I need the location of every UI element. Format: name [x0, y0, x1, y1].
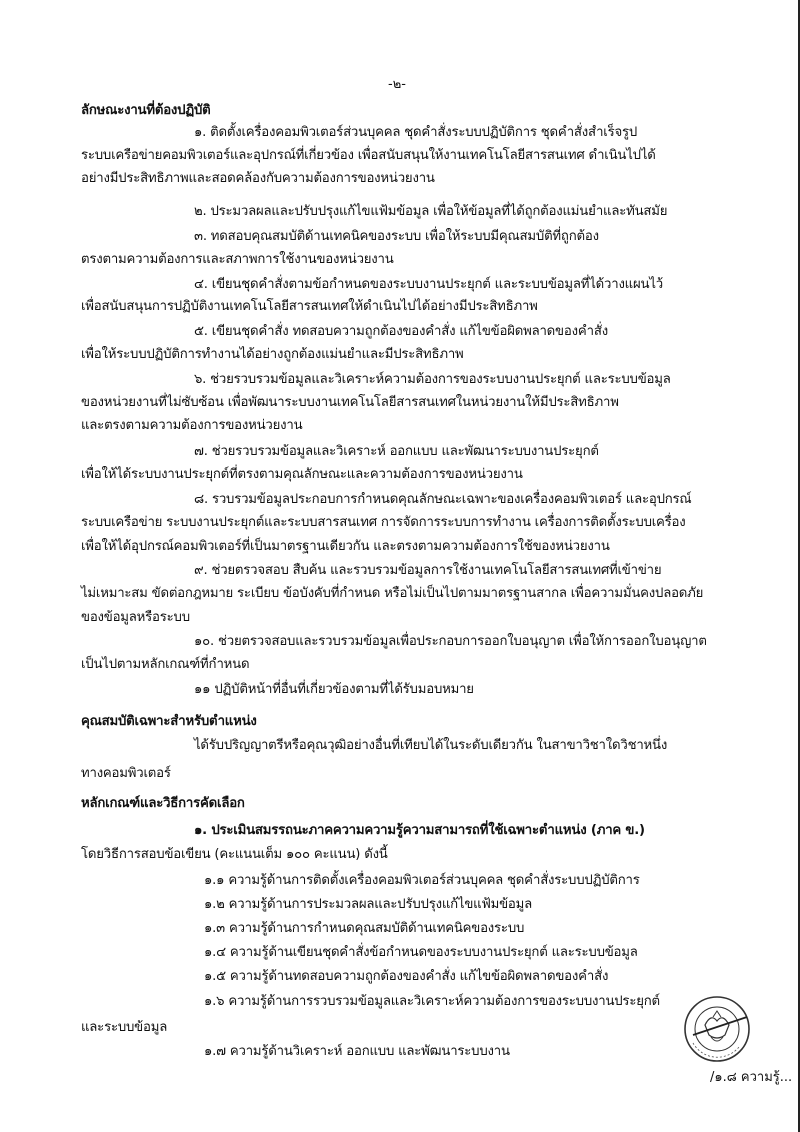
duty-line: ๙. ช่วยตรวจสอบ สืบค้น และรวบรวมข้อมูลการใช้งานเทคโนโลยีสารสนเทศที่เข้าข่าย — [194, 563, 662, 578]
page-number: -๒- — [388, 77, 406, 92]
continuation-note: /๑.๘ ความรู้... — [710, 1070, 793, 1085]
duty-line: และตรงตามความต้องการของหน่วยงาน — [81, 418, 303, 433]
duty-line: ๘. รวบรวมข้อมูลประกอบการกำหนดคุณลักษณะเฉพาะของเครื่องคอมพิวเตอร์ และอุปกรณ์ — [194, 492, 692, 507]
duty-line: อย่างมีประสิทธิภาพและสอดคล้องกับความต้องการของหน่วยงาน — [81, 171, 435, 186]
selection-subitem: ๑.๑ ความรู้ด้านการติดตั้งเครื่องคอมพิวเตอร์ส่วนบุคคล ชุดคำสั่งระบบปฏิบัติการ — [204, 873, 640, 888]
selection-subitem: ๑.๓ ความรู้ด้านการกำหนดคุณสมบัติด้านเทคนิคของระบบ — [204, 921, 525, 936]
duty-line: ตรงตามความต้องการและสภาพการใช้งานของหน่วยงาน — [81, 252, 394, 267]
section-heading-selection: หลักเกณฑ์และวิธีการคัดเลือก — [81, 796, 245, 811]
duty-line: ไม่เหมาะสม ขัดต่อกฎหมาย ระเบียบ ข้อบังคับที่กำหนด หรือไม่เป็นไปตามมาตรฐานสากล เพื่อความมั่นคงปลอดภัย — [81, 586, 704, 601]
duty-line: ๗. ช่วยรวบรวมข้อมูลและวิเคราะห์ ออกแบบ และพัฒนาระบบงานประยุกต์ — [194, 444, 599, 459]
duty-line: เพื่อให้ได้ระบบงานประยุกต์ที่ตรงตามคุณลักษณะและความต้องการของหน่วยงาน — [81, 467, 523, 482]
selection-subitem: ๑.๕ ความรู้ด้านทดสอบความถูกต้องของคำสั่ง แก้ไขข้อผิดพลาดของคำสั่ง — [204, 969, 609, 984]
duty-line: ของข้อมูลหรือระบบ — [81, 610, 190, 625]
selection-subitem: ๑.๔ ความรู้ด้านเขียนชุดคำสั่งข้อกำหนดของระบบงานประยุกต์ และระบบข้อมูล — [204, 945, 638, 960]
duty-line: ๑๐. ช่วยตรวจสอบและรวบรวมข้อมูลเพื่อประกอบการออกใบอนุญาต เพื่อให้การออกใบอนุญาต — [194, 634, 707, 649]
qualification-line: ได้รับปริญญาตรีหรือคุณวุฒิอย่างอื่นที่เทียบได้ในระดับเดียวกัน ในสาขาวิชาใดวิชาหนึ่ง — [194, 738, 668, 753]
duty-line: ๕. เขียนชุดคำสั่ง ทดสอบความถูกต้องของคำสั่ง แก้ไขข้อผิดพลาดของคำสั่ง — [194, 324, 608, 339]
duty-line: ๑๑ ปฏิบัติหน้าที่อื่นที่เกี่ยวข้องตามที่ได้รับมอบหมาย — [194, 682, 474, 697]
qualification-line: ทางคอมพิวเตอร์ — [81, 766, 171, 781]
duty-line: ๓. ทดสอบคุณสมบัติด้านเทคนิคของระบบ เพื่อให้ระบบมีคุณสมบัติที่ถูกต้อง — [194, 229, 599, 244]
duty-line: เพื่อสนับสนุนการปฏิบัติงานเทคโนโลยีสารสนเทศให้ดำเนินไปได้อย่างมีประสิทธิภาพ — [81, 299, 538, 314]
duty-line: เพื่อให้ได้อุปกรณ์คอมพิวเตอร์ที่เป็นมาตรฐานเดียวกัน และตรงตามความต้องการใช้ของหน่วยงาน — [81, 539, 610, 554]
duty-line: ๖. ช่วยรวบรวมข้อมูลและวิเคราะห์ความต้องการของระบบงานประยุกต์ และระบบข้อมูล — [194, 372, 671, 387]
duty-line: ๔. เขียนชุดคำสั่งตามข้อกำหนดของระบบงานประยุกต์ และระบบข้อมูลที่ได้วางแผนไว้ — [194, 277, 663, 292]
duty-line: ระบบเครือข่าย ระบบงานประยุกต์และระบบสารสนเทศ การจัดการระบบการทำงาน เครื่องการติดตั้งระบบเครื่อง — [81, 515, 686, 530]
official-seal-icon — [683, 995, 751, 1063]
duty-line: ระบบเครือข่ายคอมพิวเตอร์และอุปกรณ์ที่เกี่ยวข้อง เพื่อสนับสนุนให้งานเทคโนโลยีสารสนเทศ ดำเนินไปได้ — [81, 148, 656, 163]
selection-item-title: ๑. ประเมินสมรรถนะภาคความความรู้ความสามารถที่ใช้เฉพาะตำแหน่ง (ภาค ข.) — [194, 823, 645, 838]
selection-method: โดยวิธีการสอบข้อเขียน (คะแนนเต็ม ๑๐๐ คะแนน) ดังนี้ — [81, 847, 388, 862]
section-heading-duties: ลักษณะงานที่ต้องปฏิบัติ — [81, 103, 211, 118]
duty-line: ของหน่วยงานที่ไม่ซับซ้อน เพื่อพัฒนาระบบงานเทคโนโลยีสารสนเทศในหน่วยงานให้มีประสิทธิภาพ — [81, 395, 619, 410]
duty-line: เพื่อให้ระบบปฏิบัติการทำงานได้อย่างถูกต้องแม่นยำและมีประสิทธิภาพ — [81, 347, 464, 362]
section-heading-qualifications: คุณสมบัติเฉพาะสำหรับตำแหน่ง — [81, 714, 257, 729]
selection-subitem: ๑.๖ ความรู้ด้านการรวบรวมข้อมูลและวิเคราะห์ความต้องการของระบบงานประยุกต์ — [204, 994, 660, 1009]
duty-line: ๑. ติดตั้งเครื่องคอมพิวเตอร์ส่วนบุคคล ชุดคำสั่งระบบปฏิบัติการ ชุดคำสั่งสำเร็จรูป — [194, 125, 638, 140]
selection-subitem: ๑.๗ ความรู้ด้านวิเคราะห์ ออกแบบ และพัฒนาระบบงาน — [204, 1044, 510, 1059]
selection-subitem: และระบบข้อมูล — [81, 1020, 168, 1035]
duty-line: ๒. ประมวลผลและปรับปรุงแก้ไขแฟ้มข้อมูล เพื่อให้ข้อมูลที่ได้ถูกต้องแม่นยำและทันสมัย — [194, 204, 668, 219]
duty-line: เป็นไปตามหลักเกณฑ์ที่กำหนด — [81, 657, 250, 672]
selection-subitem: ๑.๒ ความรู้ด้านการประมวลผลและปรับปรุงแก้ไขแฟ้มข้อมูล — [204, 897, 532, 912]
